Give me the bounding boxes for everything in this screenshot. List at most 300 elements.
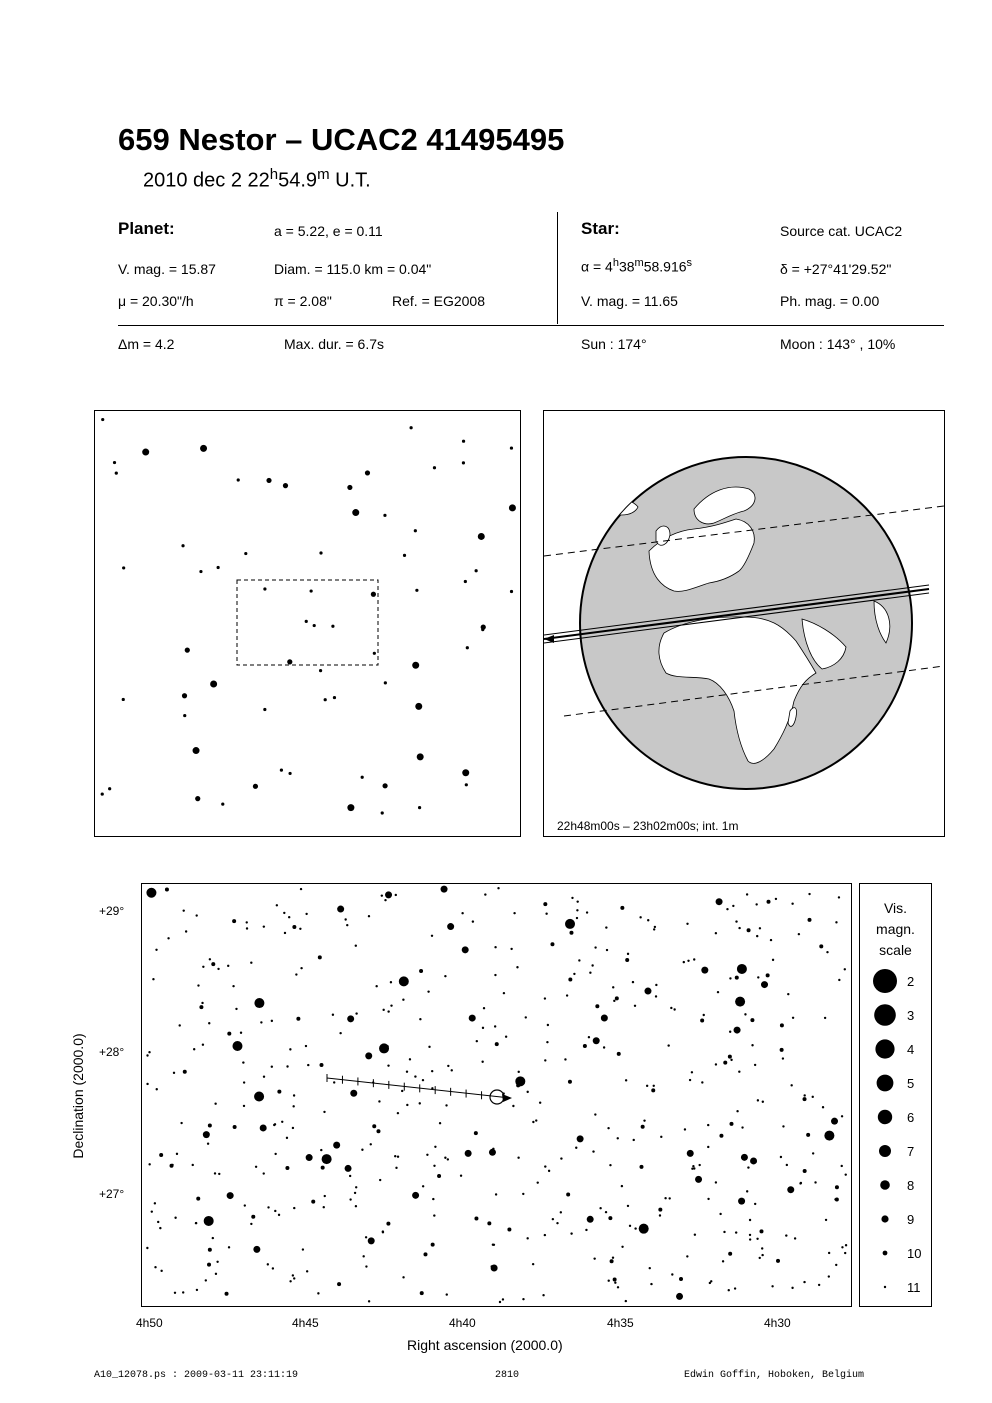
chart-star [818,1284,820,1286]
track-direction-arrow [502,1094,512,1102]
chart-star [692,1165,694,1167]
chart-star [671,1273,673,1275]
finder-star [415,589,418,592]
chart-star [337,906,344,913]
chart-star [560,1157,562,1159]
chart-star [608,1216,612,1220]
y-axis-label: Declination (2000.0) [70,1033,86,1159]
path-direction-arrow [544,635,554,643]
chart-star [382,1009,384,1011]
chart-star [522,1193,524,1195]
chart-star [242,1061,244,1063]
chart-star [423,1252,427,1256]
chart-star [368,1237,375,1244]
finder-star [462,440,465,443]
chart-star [755,903,757,905]
chart-star [227,965,229,967]
chart-star [474,1216,478,1220]
chart-star [346,924,348,926]
chart-star [605,1211,607,1213]
chart-star [593,1037,600,1044]
chart-star [595,1004,599,1008]
chart-star [735,1231,737,1233]
chart-star [621,1246,623,1248]
chart-star [472,920,474,922]
chart-star [749,1219,751,1221]
chart-star [218,1173,220,1175]
chart-star [207,1142,209,1144]
chart-star [400,979,402,981]
chart-star [754,1064,756,1066]
scale-label: 5 [907,1076,915,1091]
chart-star [831,1118,838,1125]
chart-star [546,1041,548,1043]
chart-star [512,1105,514,1107]
chart-star [432,1198,434,1200]
scale-dot-mag-4 [875,1039,894,1058]
chart-star [564,1058,566,1060]
chart-star [227,1032,231,1036]
chart-star [390,1004,392,1006]
chart-star [759,1257,761,1259]
star-vmag: V. mag. = 11.65 [581,293,678,309]
chart-star [757,976,759,978]
chart-star [841,1115,843,1117]
chart-star [641,1125,645,1129]
event-datetime: 2010 dec 2 22$^h$54.9$^m$ U.T. [143,166,371,192]
chart-star [406,1104,408,1106]
chart-star [613,1000,615,1002]
chart-star [375,985,377,987]
chart-star [617,1052,621,1056]
chart-star [243,1081,245,1083]
chart-star [568,977,572,981]
chart-star [649,1267,651,1269]
chart-star [566,1192,570,1196]
chart-star [183,909,185,911]
finder-star [417,753,424,760]
chart-star [717,991,719,993]
chart-star [250,962,252,964]
chart-star [292,1105,294,1107]
chart-star [761,981,768,988]
chart-star [204,1216,214,1226]
chart-star [182,1291,184,1293]
chart-star [824,1131,834,1141]
finder-star [305,620,308,623]
chart-star [322,1154,332,1164]
chart-star [267,1206,269,1208]
chart-star [736,1110,738,1112]
chart-star [286,1137,288,1139]
chart-star [767,900,771,904]
planet-heading: Planet: [118,219,175,238]
finder-star [185,648,190,653]
chart-star [293,1094,295,1096]
finder-star [462,461,465,464]
chart-star [159,1227,161,1229]
chart-star [825,1219,827,1221]
chart-star [422,1079,424,1081]
chart-star [609,1164,611,1166]
chart-star [761,1254,763,1256]
chart-star [386,1222,390,1226]
chart-star [615,996,619,1000]
planet-motion: μ = 20.30"/h [118,293,194,309]
chart-star [254,1091,264,1101]
chart-star [159,1153,163,1157]
chart-star [812,1152,814,1154]
chart-star [365,1236,367,1238]
chart-star [376,1129,380,1133]
chart-star [260,1021,262,1023]
chart-star [465,1150,472,1157]
chart-star [639,1165,643,1169]
scale-dot-mag-10 [883,1251,888,1256]
finder-star [347,804,354,811]
chart-star [384,899,386,901]
chart-star [260,1124,267,1131]
chart-star [838,896,840,898]
chart-star [526,1091,528,1093]
chart-star [525,1016,527,1018]
chart-star [573,973,575,975]
chart-star [749,1234,751,1236]
chart-star [160,1270,162,1272]
chart-star [447,1158,449,1160]
chart-star [319,1063,323,1067]
chart-star [495,1193,497,1195]
chart-star [321,1166,325,1170]
chart-star [199,1005,203,1009]
chart-star [737,964,747,974]
chart-star [808,893,810,895]
chart-star [406,1071,408,1073]
chart-star [826,951,828,953]
chart-star [542,1294,544,1296]
scale-label: 10 [907,1246,922,1261]
chart-star [647,919,649,921]
finder-star [183,714,186,717]
chart-star [787,993,789,995]
chart-star [337,1282,341,1286]
chart-star [217,968,219,970]
chart-star [578,959,580,961]
chart-star [349,1198,351,1200]
chart-star [658,1208,662,1212]
scale-label: 11 [907,1280,921,1295]
chart-star [667,1044,669,1046]
planet-parallax: π = 2.08" [274,293,332,309]
star-right-ascension: $\alpha = 4^h38^m58.916^s$ [581,257,693,275]
chart-star [791,903,793,905]
chart-star [284,932,286,934]
chart-star [716,898,723,905]
finder-star [365,470,370,475]
chart-star [251,1215,255,1219]
finder-star [263,587,266,590]
chart-star [445,1104,447,1106]
chart-star [502,1298,504,1300]
chart-star [552,1218,554,1220]
chart-star [349,1175,351,1177]
finder-star [464,580,467,583]
finder-star [352,509,359,516]
planet-orbit: a = 5.22, e = 0.11 [274,223,383,239]
chart-star [495,1042,499,1046]
chart-star [499,1301,501,1303]
finder-star [115,472,118,475]
chart-star [395,1167,397,1169]
chart-star [834,1198,836,1200]
chart-star [444,1157,446,1159]
chart-star [289,1048,291,1050]
chart-star [844,1252,846,1254]
chart-star [686,923,688,925]
chart-star [651,1088,655,1092]
chart-star [167,937,169,939]
scale-label: 4 [907,1042,915,1057]
chart-star [565,919,575,929]
scale-dot-mag-3 [874,1004,896,1026]
chart-star [766,973,770,977]
chart-star [735,920,737,922]
chart-star [382,1230,384,1232]
chart-star [738,927,740,929]
chart-star [156,1088,158,1090]
chart-star [250,1223,252,1225]
ra-tick-4h50: 4h50 [136,1316,163,1330]
chart-star [419,1018,421,1020]
finder-star [373,652,376,655]
chart-star [216,1261,218,1263]
chart-star [208,1022,210,1024]
chart-star [368,915,370,917]
chart-star [422,1185,424,1187]
chart-star [491,1265,493,1267]
chart-star [621,1185,623,1187]
chart-star [426,1154,428,1156]
finder-star [462,769,469,776]
chart-star [345,1165,352,1172]
chart-star [750,1018,754,1022]
chart-star [447,1065,449,1067]
finder-star [510,590,513,593]
chart-star [575,1147,577,1149]
chart-star [791,1287,793,1289]
chart-star [759,1229,763,1233]
chart-star [274,1210,276,1212]
chart-star [355,945,357,947]
chart-star [306,1154,313,1161]
scale-title-scale: scale [879,942,912,958]
chart-star [507,1227,511,1231]
finder-star [108,787,111,790]
scale-label: 2 [907,974,915,989]
max-duration: Max. dur. = 6.7s [284,336,384,352]
chart-star [146,1083,148,1085]
chart-star [617,1137,619,1139]
chart-star [670,1007,672,1009]
chart-star [293,1277,295,1279]
chart-star [566,994,568,996]
chart-star [146,1247,148,1249]
chart-star [659,1214,661,1216]
chart-star [639,1224,649,1234]
chart-star [771,1285,773,1287]
chart-star [583,1044,587,1048]
finder-star [199,570,202,573]
chart-star [402,1276,404,1278]
finder-star [319,551,322,554]
star-source-catalog: Source cat. UCAC2 [780,223,903,239]
finder-star [384,681,387,684]
chart-star [212,1237,214,1239]
chart-star [381,894,383,896]
chart-star [273,1124,275,1126]
chart-star [487,1221,491,1225]
chart-star [687,960,689,962]
chart-star [698,1164,700,1166]
chart-star [209,958,211,960]
chart-star [489,1149,496,1156]
chart-star [515,1076,525,1086]
finder-chart-panel [94,410,521,837]
chart-star [437,1174,441,1178]
chart-star [798,933,800,935]
chart-star [368,1300,370,1302]
star-heading: Star: [581,219,620,238]
chart-star [746,893,748,895]
finder-star [361,776,364,779]
chart-star [749,1238,751,1240]
chart-star [311,1200,315,1204]
chart-star [653,1085,655,1087]
chart-star [819,944,823,948]
chart-star [476,1040,478,1042]
chart-star [601,1014,608,1021]
chart-star [176,1153,178,1155]
chart-star [792,1017,794,1019]
magnitude-scale-panel [859,883,932,1307]
chart-star [814,1181,816,1183]
chart-star [494,974,496,976]
finder-star-field [95,411,520,836]
chart-star [296,1017,300,1021]
chart-star [592,1150,594,1152]
chart-star [401,1090,403,1092]
chart-star [526,1237,528,1239]
chart-star [620,906,624,910]
chart-star [305,913,307,915]
finder-star [412,662,419,669]
chart-star [183,1070,187,1074]
chart-star [246,927,248,929]
chart-star [267,1263,269,1265]
chart-star [295,973,297,975]
chart-star [828,1275,830,1277]
finder-star [182,693,187,698]
chart-star [700,1019,704,1023]
chart-star [333,1142,340,1149]
chart-star [676,1293,683,1300]
chart-star [610,1259,614,1263]
chart-star [780,1156,782,1158]
chart-star [588,1036,590,1038]
finder-star [101,792,104,795]
chart-star [174,1292,176,1294]
chart-star [447,923,454,930]
chart-star [701,967,708,974]
chart-star [446,1293,448,1295]
chart-star [799,1182,801,1184]
chart-star [539,1102,541,1104]
chart-star [747,928,751,932]
finder-star [510,446,513,449]
finder-star [466,646,469,649]
chart-star [689,1079,691,1081]
chart-star [146,1054,148,1056]
chart-star [591,964,593,966]
chart-star [355,1012,357,1014]
chart-star [428,1046,430,1048]
chart-star [844,968,846,970]
chart-star [378,1100,380,1102]
chart-star [612,1257,614,1259]
finder-star [244,552,247,555]
finder-star [210,681,217,688]
chart-star [673,1008,675,1010]
chart-star [516,966,518,968]
chart-star [560,1211,562,1213]
chart-star [235,1008,237,1010]
chart-star [679,1277,683,1281]
chart-star [180,1122,182,1124]
chart-star [787,1186,794,1193]
chart-star [306,1270,308,1272]
finder-star [313,624,316,627]
chart-star [568,1080,572,1084]
chart-star [653,928,655,930]
chart-star [577,1135,584,1142]
chart-star [409,1058,411,1060]
chart-star [738,1198,745,1205]
chart-star [794,1237,796,1239]
finder-star [415,703,422,710]
chart-star [684,1128,686,1130]
chart-star [728,1055,732,1059]
chart-star [227,1192,234,1199]
finder-star [481,625,486,630]
chart-star [723,1061,727,1065]
chart-star [627,953,629,955]
chart-star [612,986,614,988]
finder-star [403,554,406,557]
finder-star [195,796,200,801]
chart-star [494,1025,496,1027]
chart-star [461,912,463,914]
chart-star [544,1234,546,1236]
chart-star [305,1045,307,1047]
ra-tick-4h40: 4h40 [449,1316,476,1330]
chart-star [281,1121,283,1123]
chart-star [278,1214,280,1216]
chart-star [639,916,641,918]
chart-star [148,1051,150,1053]
chart-star [255,1166,257,1168]
ra-tick-4h30: 4h30 [764,1316,791,1330]
chart-star [165,888,169,892]
